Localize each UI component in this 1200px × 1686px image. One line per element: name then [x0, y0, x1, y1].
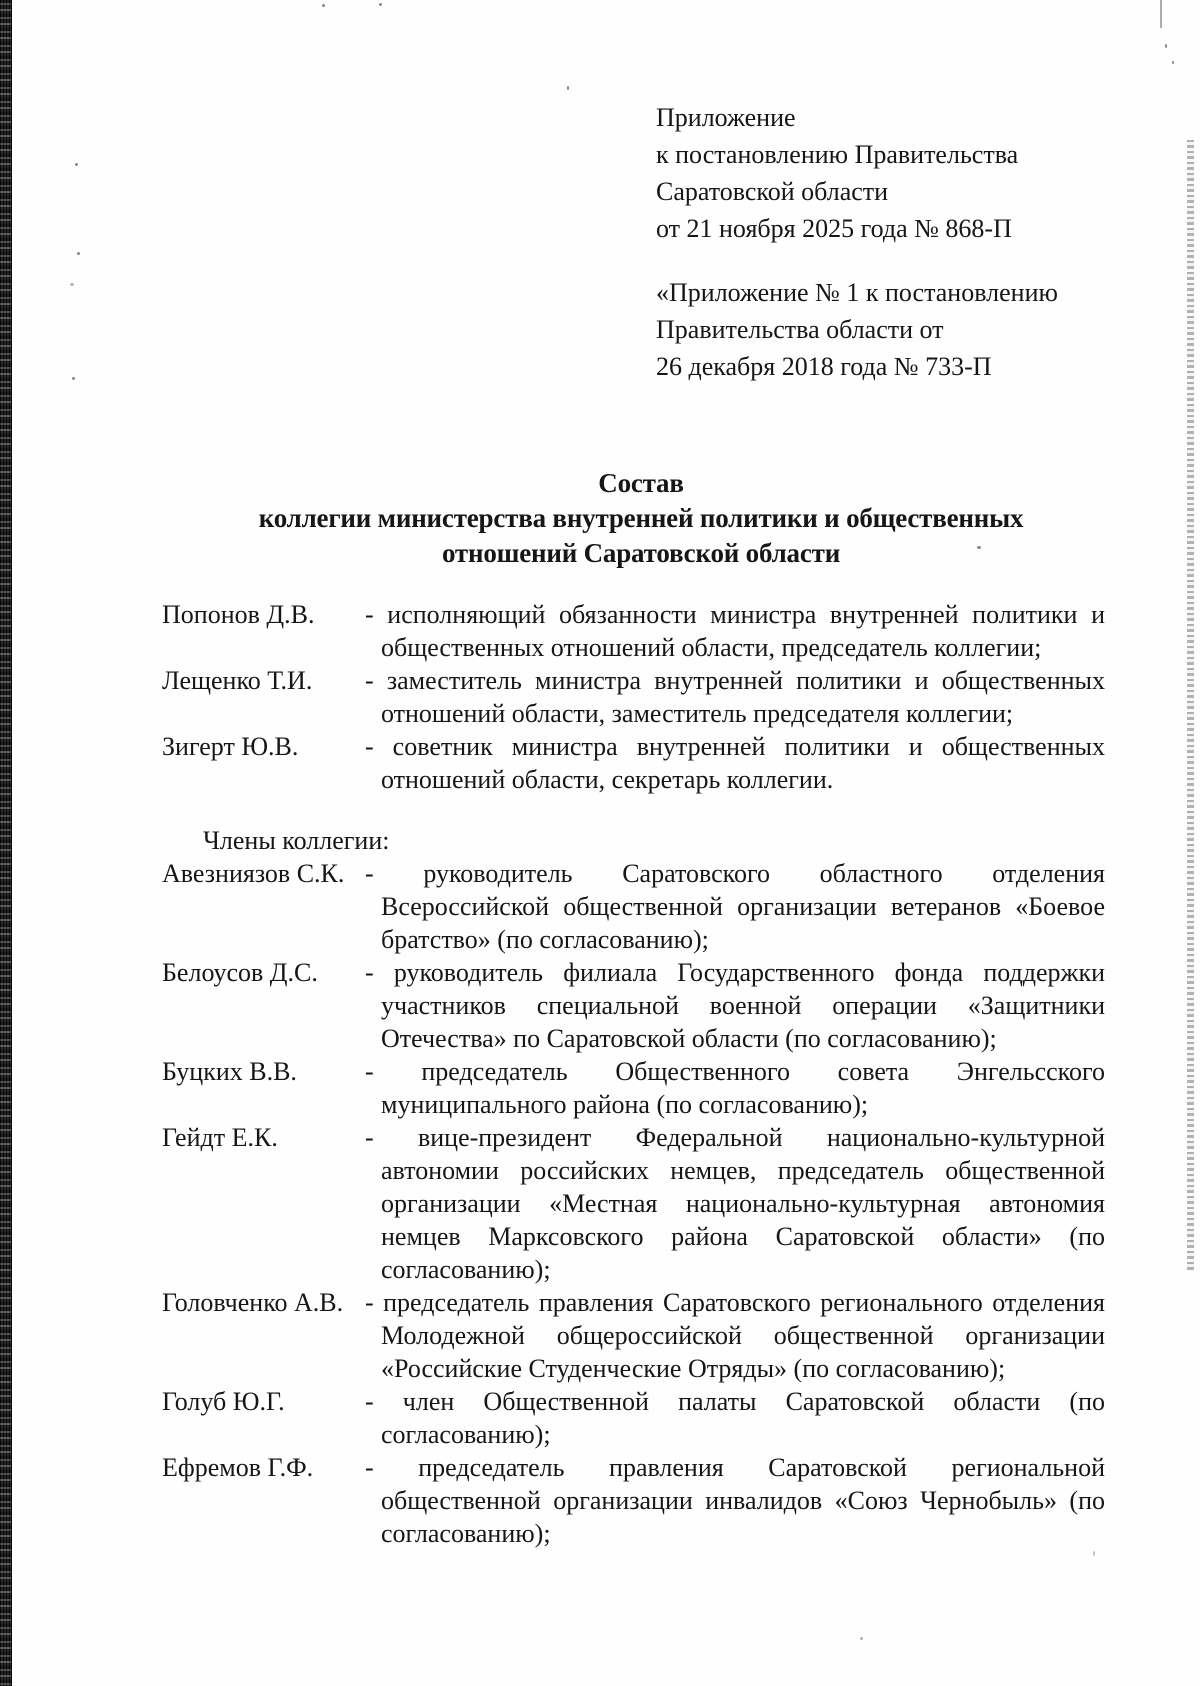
scan-speckle — [1093, 1551, 1095, 1556]
title-line: Состав — [598, 468, 684, 498]
document-title — [177, 466, 1105, 571]
member-role: - председатель правления Саратовской региональной общественной организации инвалидов «Союз Чернобыль» (по согласованию); — [365, 1453, 1105, 1548]
member-row — [162, 1286, 1105, 1385]
member-role: - советник министра внутренней политики и общественных отношений области, секретарь коллегии. — [365, 732, 1105, 794]
appendix-line: от 21 ноября 2025 года № 868-П — [656, 214, 1012, 243]
appendix-line: 26 декабря 2018 года № 733-П — [656, 352, 992, 381]
member-role: - руководитель филиала Государственного фонда поддержки участников специальной военной операции «Защитники Отечества» по Саратовской области (по согласованию); — [365, 958, 1105, 1053]
appendix-line: «Приложение № 1 к постановлению — [656, 278, 1058, 307]
scan-speckle — [72, 377, 75, 380]
member-role: - вице-президент Федеральной национально-культурной автономии российских немцев, председатель общественной организации «Местная национально-культурная автономия немцев Марксовского района Саратовской области» (по согласованию); — [365, 1123, 1105, 1284]
appendix-line: Правительства области от — [656, 315, 944, 344]
members-heading: Члены коллегии: — [203, 826, 390, 855]
scan-artifact-right-top-mark — [1160, 0, 1162, 28]
spacer — [656, 247, 1058, 274]
title-line: коллегии министерства внутренней политики и общественных — [258, 503, 1024, 533]
leadership-row — [162, 598, 1105, 664]
scan-speckle — [1165, 44, 1167, 48]
scan-speckle — [77, 252, 80, 255]
scan-artifact-right-band — [1187, 140, 1194, 1270]
member-name: Попонов Д.В. — [162, 600, 315, 629]
scan-speckle — [75, 163, 78, 166]
member-role: - исполняющий обязанности министра внутренней политики и общественных отношений области, председатель коллегии; — [365, 600, 1105, 662]
scan-artifact-left-band — [0, 0, 12, 1686]
leadership-row — [162, 730, 1105, 796]
member-name: Белоусов Д.С. — [162, 958, 318, 987]
member-name: Ефремов Г.Ф. — [162, 1453, 314, 1482]
scan-speckle — [70, 283, 74, 286]
title-line: отношений Саратовской области — [441, 538, 841, 568]
appendix-line: Саратовской области — [656, 177, 889, 206]
member-row — [162, 857, 1105, 956]
member-name: Лещенко Т.И. — [162, 666, 313, 695]
appendix-line: к постановлению Правительства — [656, 140, 1019, 169]
member-name: Буцких В.В. — [162, 1057, 297, 1086]
member-role: - председатель Общественного совета Энгельсского муниципального района (по согласованию); — [365, 1057, 1105, 1119]
scan-speckle — [567, 86, 569, 90]
leadership-row — [162, 664, 1105, 730]
member-role: - член Общественной палаты Саратовской области (по согласованию); — [365, 1387, 1105, 1449]
collegium-list — [162, 598, 1105, 1550]
member-name: Авезниязов С.К. — [162, 859, 345, 888]
appendix-reference-block — [656, 99, 1058, 385]
member-row — [162, 1121, 1105, 1286]
member-row — [162, 1451, 1105, 1550]
member-role: - председатель правления Саратовского регионального отделения Молодежной общероссийской общественной организации «Российские Студенческие Отряды» (по согласованию); — [365, 1288, 1105, 1383]
member-name: Зигерт Ю.В. — [162, 732, 299, 761]
scan-speckle — [379, 3, 382, 6]
scan-speckle — [1172, 61, 1174, 64]
member-role: - заместитель министра внутренней политики и общественных отношений области, заместитель председателя коллегии; — [365, 666, 1105, 728]
member-name: Голуб Ю.Г. — [162, 1387, 285, 1416]
appendix-line: Приложение — [656, 103, 796, 132]
member-name: Головченко А.В. — [162, 1288, 344, 1317]
member-row — [162, 1055, 1105, 1121]
member-row — [162, 956, 1105, 1055]
scan-speckle — [860, 1637, 863, 1640]
scan-speckle — [322, 4, 325, 7]
member-row — [162, 1385, 1105, 1451]
member-role: - руководитель Саратовского областного отделения Всероссийской общественной организации ветеранов «Боевое братство» (по согласованию); — [365, 859, 1105, 954]
member-name: Гейдт Е.К. — [162, 1123, 278, 1152]
